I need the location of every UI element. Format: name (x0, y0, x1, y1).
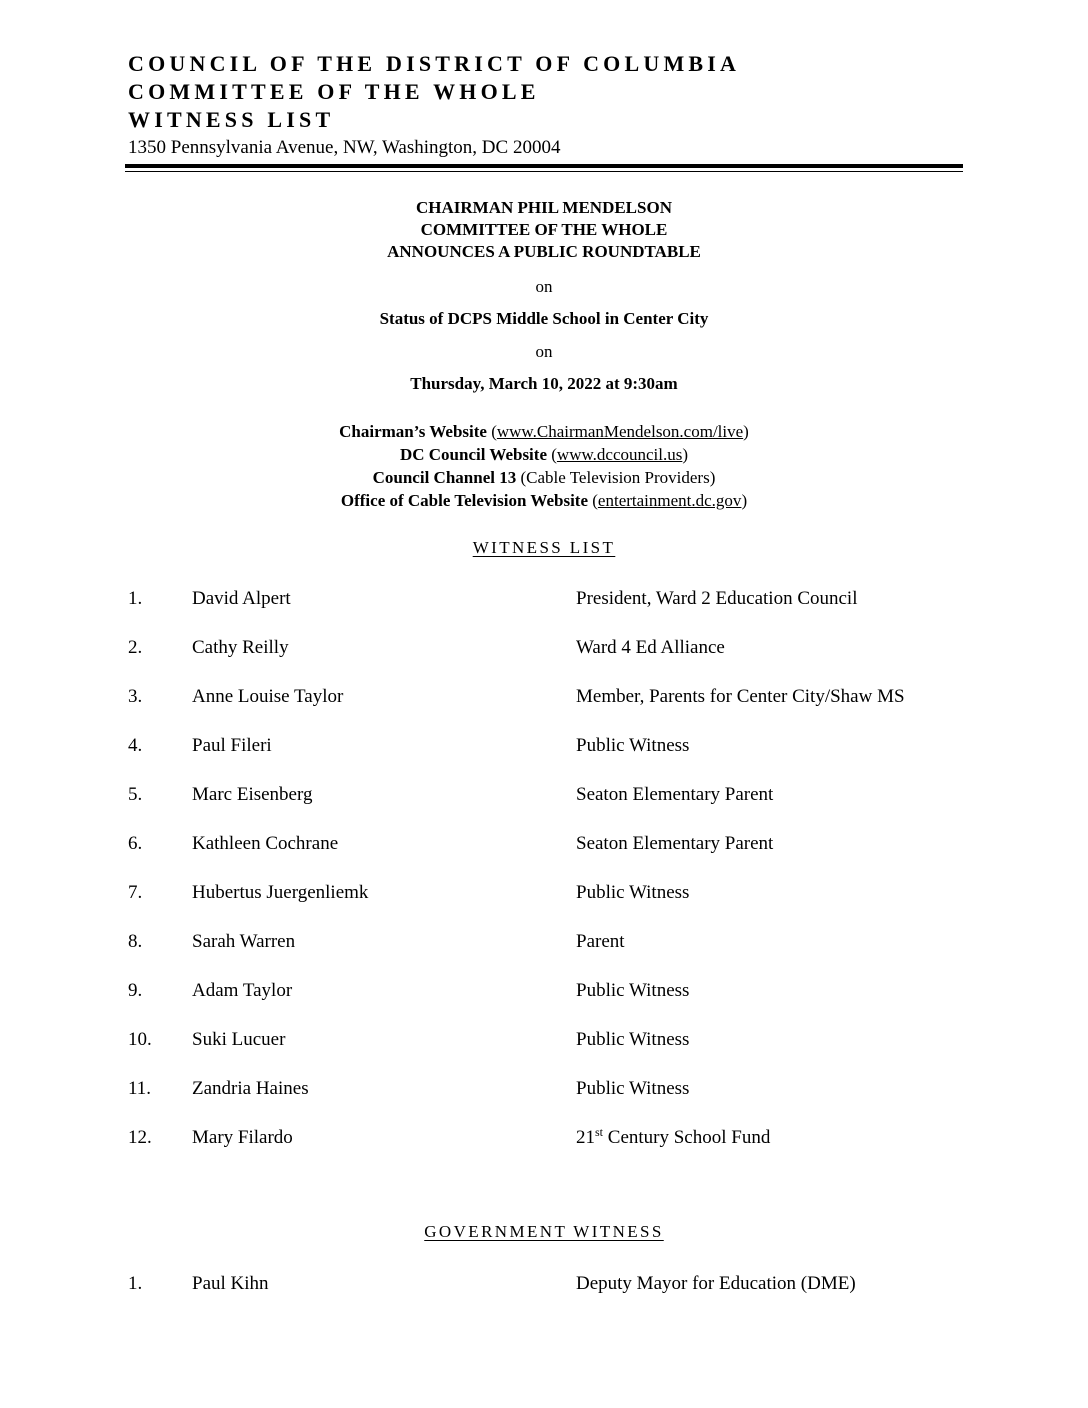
letterhead-committee: COMMITTEE OF THE WHOLE (128, 79, 540, 104)
witness-row (0, 1027, 1088, 1053)
witness-row (0, 1271, 1088, 1297)
witness-affiliation: Member, Parents for Center City/Shaw MS (576, 686, 905, 707)
witness-affiliation: President, Ward 2 Education Council (576, 588, 858, 609)
witness-affiliation: Seaton Elementary Parent (576, 784, 774, 805)
witness-name: Cathy Reilly (192, 637, 289, 658)
on-connector-2: on (535, 342, 553, 361)
witness-affiliation: Ward 4 Ed Alliance (576, 637, 725, 658)
witness-number: 9. (128, 980, 143, 1001)
broadcast-info (0, 420, 1088, 512)
witness-name: Adam Taylor (192, 980, 293, 1001)
witness-affiliation: Public Witness (576, 882, 690, 903)
witness-name: Marc Eisenberg (192, 784, 313, 805)
witness-number: 3. (128, 686, 143, 707)
broadcast-line (0, 466, 1088, 489)
witness-number: 4. (128, 735, 143, 756)
witness-number: 10. (128, 1029, 152, 1050)
letterhead-witness-list: WITNESS LIST (128, 107, 335, 132)
witness-affiliation: 21st Century School Fund (576, 1125, 771, 1148)
witness-row (0, 586, 1088, 612)
witness-number: 6. (128, 833, 143, 854)
witness-row (0, 929, 1088, 955)
witness-number: 2. (128, 637, 143, 658)
witness-name: Paul Fileri (192, 735, 272, 756)
witness-name: Sarah Warren (192, 931, 296, 952)
witness-row (0, 733, 1088, 759)
government-witness-heading: GOVERNMENT WITNESS (424, 1222, 664, 1241)
witness-row (0, 1076, 1088, 1102)
hearing-subject: Status of DCPS Middle School in Center City (379, 309, 709, 328)
witness-affiliation: Public Witness (576, 980, 690, 1001)
witness-affiliation: Public Witness (576, 735, 690, 756)
witness-number: 5. (128, 784, 143, 805)
witness-name: Anne Louise Taylor (192, 686, 344, 707)
witness-row (0, 684, 1088, 710)
witness-name: David Alpert (192, 588, 291, 609)
witness-row (0, 635, 1088, 661)
witness-row (0, 1125, 1088, 1151)
witness-affiliation: Seaton Elementary Parent (576, 833, 774, 854)
witness-list-heading: WITNESS LIST (472, 538, 616, 557)
announcement-committee: COMMITTEE OF THE WHOLE (420, 220, 668, 239)
letterhead-council: COUNCIL OF THE DISTRICT OF COLUMBIA (128, 51, 741, 76)
witness-row (0, 880, 1088, 906)
header-rule-thick (125, 164, 963, 168)
witness-number: 12. (128, 1127, 152, 1148)
letterhead-address: 1350 Pennsylvania Avenue, NW, Washington, DC 20004 (128, 137, 561, 158)
broadcast-line: Office of Cable Television Website (entertainment.dc.gov) (340, 491, 748, 510)
witness-affiliation: Deputy Mayor for Education (DME) (576, 1273, 856, 1294)
on-connector-1: on (535, 277, 553, 296)
broadcast-label: DC Council Website (399, 445, 547, 464)
witness-name: Zandria Haines (192, 1078, 309, 1099)
announcement-roundtable: ANNOUNCES A PUBLIC ROUNDTABLE (387, 242, 701, 261)
witness-name: Mary Filardo (192, 1127, 293, 1148)
announcement-heading (0, 197, 1088, 263)
witness-number: 8. (128, 931, 143, 952)
witness-number: 1. (128, 1273, 143, 1294)
witness-number: 11. (128, 1078, 152, 1099)
witness-row (0, 831, 1088, 857)
channel-13-providers: (Cable Television Providers) (520, 468, 716, 487)
broadcast-label: Chairman’s Website (339, 422, 487, 441)
witness-affiliation: Parent (576, 931, 625, 952)
header-rule-thin (125, 171, 963, 172)
broadcast-line: Chairman’s Website (www.ChairmanMendelson.com/live) (339, 422, 749, 441)
broadcast-line: DC Council Website (www.dccouncil.us) (399, 445, 689, 464)
letterhead (128, 50, 968, 161)
chairman-website-link[interactable]: www.ChairmanMendelson.com/live (496, 422, 744, 441)
witness-number: 7. (128, 882, 143, 903)
broadcast-label: Council Channel 13 (372, 468, 517, 487)
witness-number: 1. (128, 588, 143, 609)
broadcast-label: Office of Cable Television Website (340, 491, 588, 510)
cable-tv-website-link[interactable]: entertainment.dc.gov (597, 491, 742, 510)
hearing-datetime: Thursday, March 10, 2022 at 9:30am (410, 374, 678, 393)
witness-name: Paul Kihn (192, 1273, 269, 1294)
witness-name: Kathleen Cochrane (192, 833, 339, 854)
witness-name: Suki Lucuer (192, 1029, 286, 1050)
witness-affiliation: Public Witness (576, 1078, 690, 1099)
witness-affiliation: Public Witness (576, 1029, 690, 1050)
witness-name: Hubertus Juergenliemk (192, 882, 369, 903)
dc-council-website-link[interactable]: www.dccouncil.us (556, 445, 683, 464)
announcement-chairman: CHAIRMAN PHIL MENDELSON (416, 198, 672, 217)
witness-row (0, 978, 1088, 1004)
witness-row (0, 782, 1088, 808)
